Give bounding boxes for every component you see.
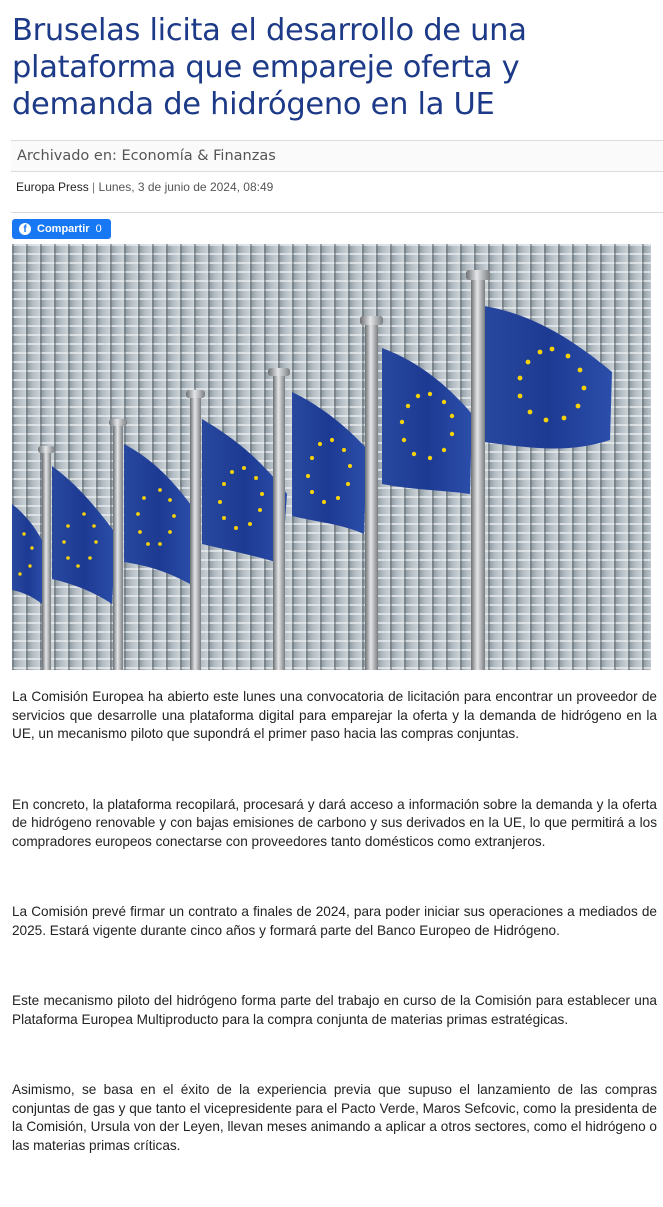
publish-date: Lunes, 3 de junio de 2024, 08:49 — [98, 180, 274, 194]
divider — [11, 212, 663, 213]
archived-label: Archivado en: — [17, 148, 117, 164]
paragraph: En concreto, la plataforma recopilará, procesará y dará acceso a información sobre la demanda y la oferta de hidrógeno renovable y con bajas emisiones de carbono y sus derivados en la UE, lo que permitirá a los compradores europeos conectarse con proveedores tanto domésticos como extranjeros. — [12, 796, 657, 849]
article-body — [12, 688, 657, 1207]
share-label: Compartir — [37, 223, 90, 235]
facebook-icon: f — [19, 223, 31, 235]
source-name: Europa Press — [16, 180, 89, 194]
paragraph: Asimismo, se basa en el éxito de la experiencia previa que supuso el lanzamiento de las compras conjuntas de gas y que tanto el vicepresidente para el Pacto Verde, Maros Sefcovic, como la presidenta de la Comisión, Ursula von der Leyen, llevan meses animando a aplicar a otros sectores, como el hidrógeno o las materias primas críticas. — [12, 1082, 657, 1153]
paragraph: La Comisión prevé firmar un contrato a finales de 2024, para poder iniciar sus operaciones a mediados de 2025. Estará vigente durante cinco años y formará parte del Banco Europeo de Hidrógeno. — [12, 904, 657, 938]
facebook-share-button[interactable] — [12, 219, 111, 239]
byline — [16, 180, 273, 194]
share-count: 0 — [95, 223, 102, 235]
paragraph: La Comisión Europea ha abierto este lunes una convocatoria de licitación para encontrar un proveedor de servicios que desarrolle una plataforma digital para emparejar la oferta y la demanda de hidrógeno en la UE, un mecanismo piloto que supondrá el primer paso hacia las compras conjuntas. — [12, 689, 657, 741]
archived-in-bar — [11, 140, 663, 172]
paragraph: Este mecanismo piloto del hidrógeno forma parte del trabajo en curso de la Comisión para establecer una Plataforma Europea Multiproducto para la compra conjunta de materias primas estratégicas. — [12, 993, 657, 1027]
byline-separator: | — [92, 180, 96, 194]
article-title: Bruselas licita el desarrollo de una plataforma que empareje oferta y demanda de hidrógeno en la UE — [12, 13, 527, 122]
article-image — [12, 244, 651, 670]
category-link[interactable]: Economía & Finanzas — [121, 148, 276, 164]
